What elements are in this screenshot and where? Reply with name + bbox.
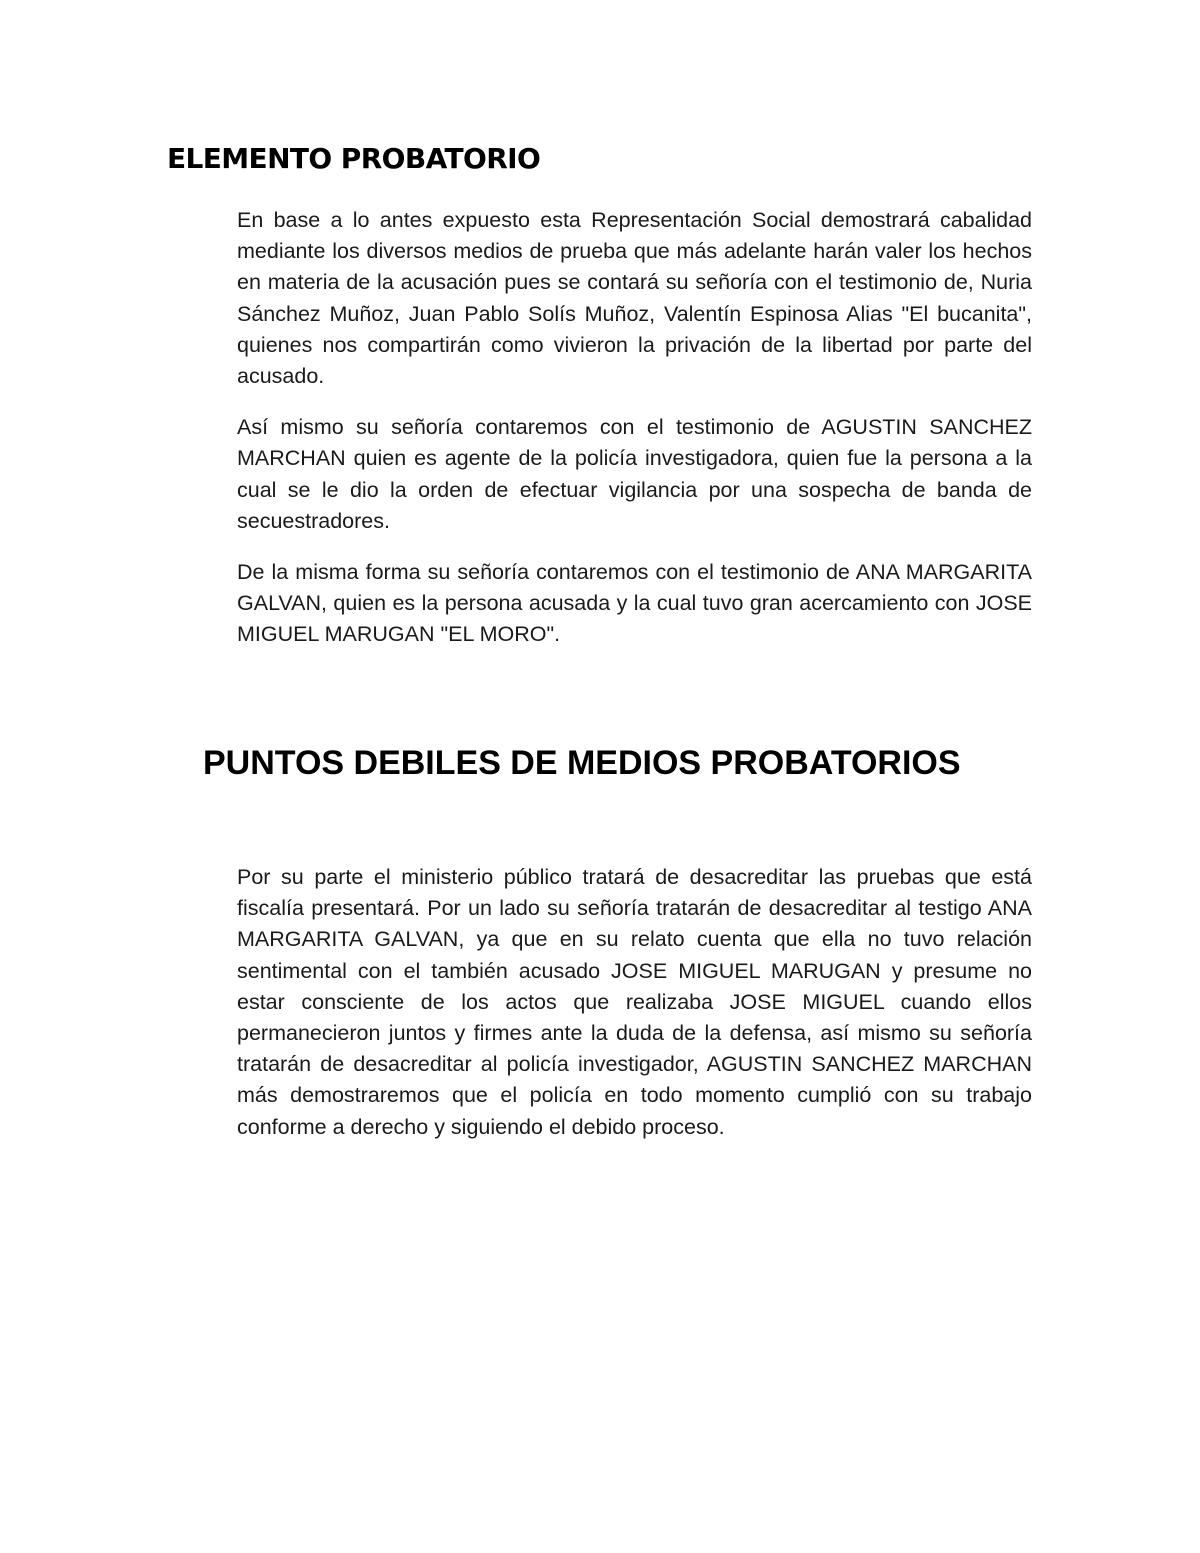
paragraph-3: De la misma forma su señoría contaremos con el testimonio de ANA MARGARITA GALVAN, quien es la persona acusada y la cual tuvo gran acercamiento con JOSE MIGUEL MARUGAN "EL MORO". — [237, 560, 1032, 647]
paragraph-4: Por su parte el ministerio público tratará de desacreditar las pruebas que está fiscalía presentará. Por un lado su señoría tratarán de desacreditar al testigo ANA MARGARITA GALVAN, ya que en su relato cuenta que ella no tuvo relación sentimental con el también acusado JOSE MIGUEL MARUGAN y presume no estar consciente de los actos que realizaba JOSE MIGUEL cuando ellos permanecieron juntos y firmes ante la duda de la defensa, así mismo su señoría tratarán de desacreditar al policía investigador, AGUSTIN SANCHEZ MARCHAN más demostraremos que el policía en todo momento cumplió con su trabajo conforme a derecho y siguiendo el debido proceso. — [237, 865, 1032, 1139]
section-body-puntos-debiles — [237, 862, 1032, 1143]
paragraph-2: Así mismo su señoría contaremos con el testimonio de AGUSTIN SANCHEZ MARCHAN quien es agente de la policía investigadora, quien fue la persona a la cual se le dio la orden de efectuar vigilancia por una sospecha de banda de secuestradores. — [237, 415, 1032, 533]
section-body-elemento-probatorio — [237, 205, 1032, 651]
section-heading-puntos-debiles: PUNTOS DEBILES DE MEDIOS PROBATORIOS — [203, 744, 961, 782]
paragraph-1: En base a lo antes expuesto esta Representación Social demostrará cabalidad mediante los diversos medios de prueba que más adelante harán valer los hechos en materia de la acusación pues se contará su señoría con el testimonio de, Nuria Sánchez Muñoz, Juan Pablo Solís Muñoz, Valentín Espinosa Alias "El bucanita", quienes nos compartirán como vivieron la privación de la libertad por parte del acusado. — [237, 208, 1032, 389]
section-heading-elemento-probatorio: ELEMENTO PROBATORIO — [167, 142, 541, 175]
